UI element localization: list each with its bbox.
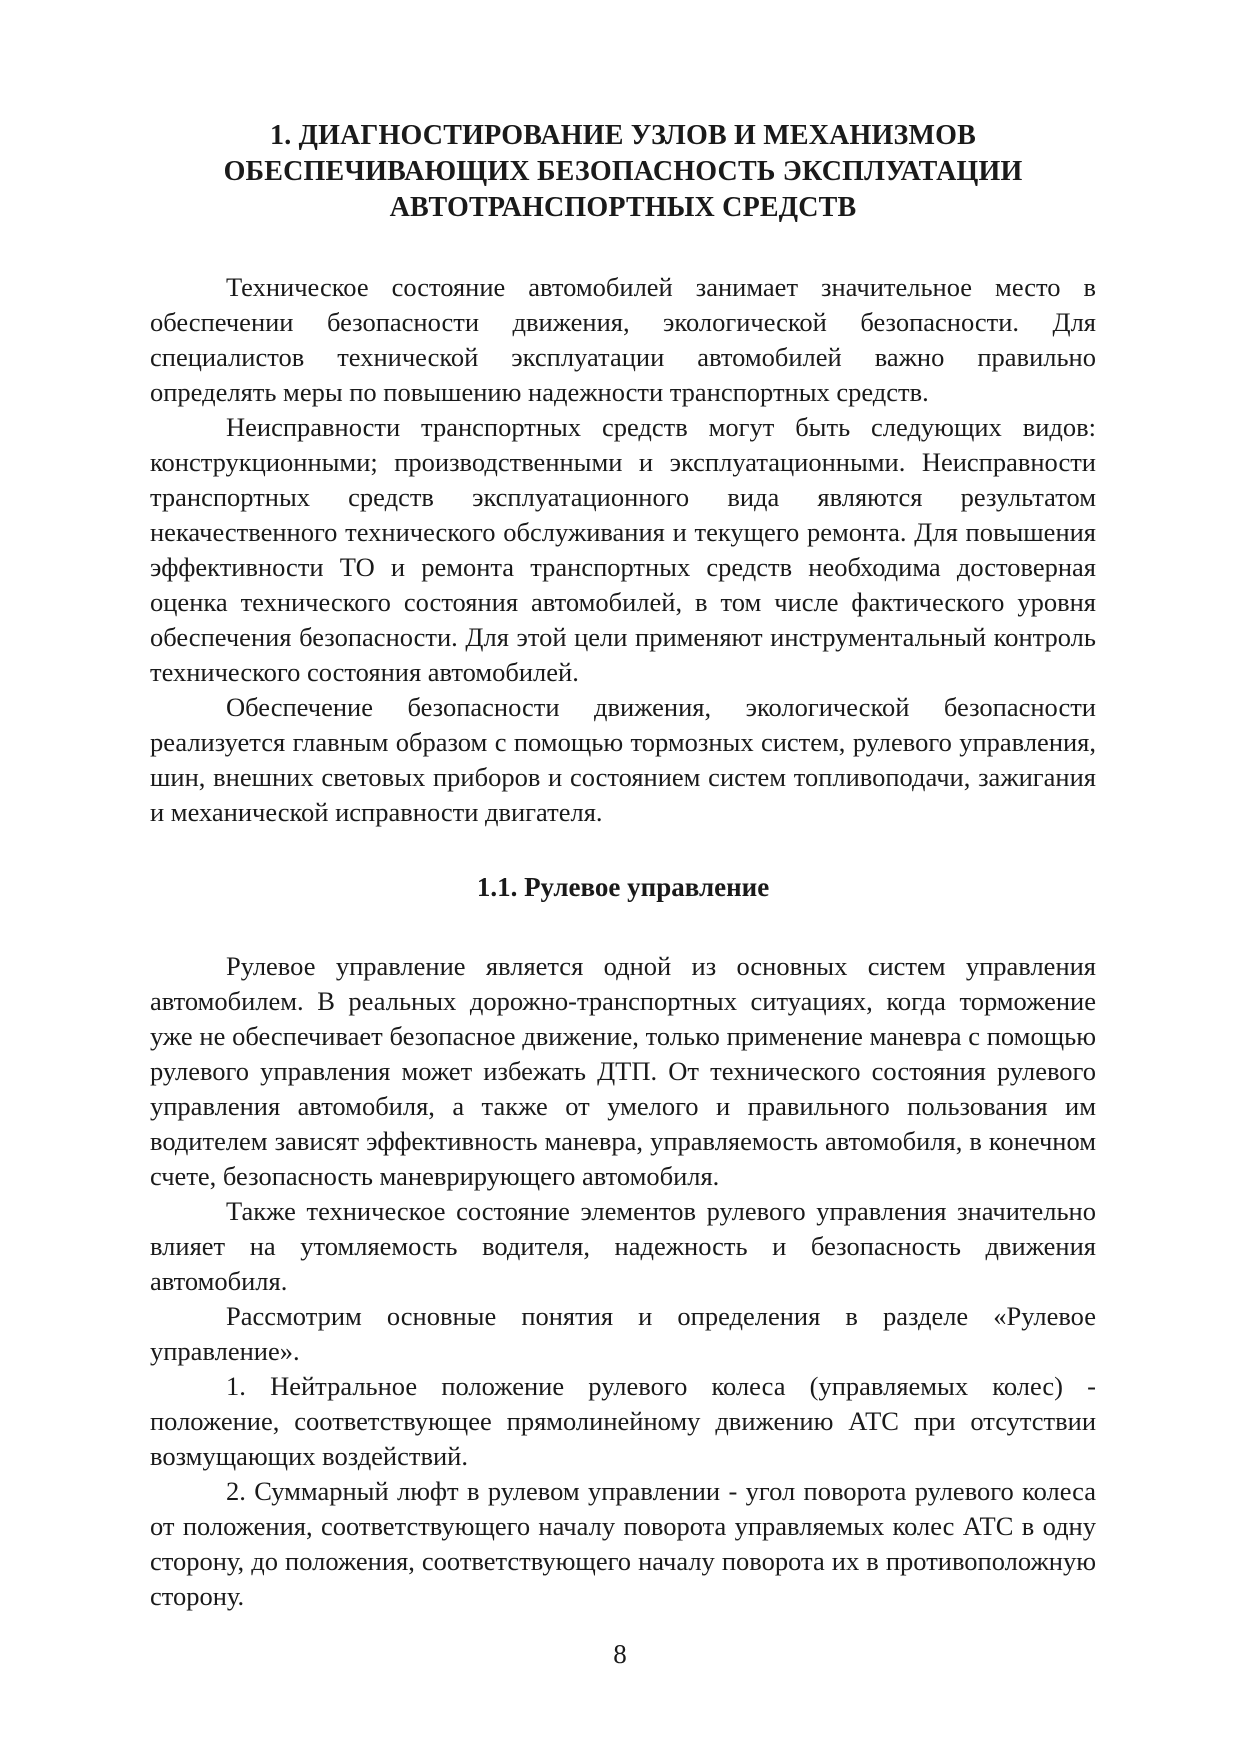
chapter-title [150,118,1096,226]
intro-paragraph: Техническое состояние автомобилей занимает значительное место в обеспечении безопасности движения, экологической безопасности. Для специалистов технической эксплуатации автомобилей важно правильно определять меры по повышению надежности транспортных средств. [150,272,1096,407]
page-number: 8 [613,1639,627,1669]
section-paragraph: Также техническое состояние элементов рулевого управления значительно влияет на утомляемость водителя, надежность и безопасность движения автомобиля. [150,1196,1096,1296]
document-page [150,118,1096,1614]
section-paragraph: Рулевое управление является одной из основных систем управления автомобилем. В реальных дорожно-транспортных ситуациях, когда торможение уже не обеспечивает безопасное движение, только применение маневра с помощью рулевого управления может избежать ДТП. От технического состояния рулевого управления автомобиля, а также от умелого и правильного пользования им водителем зависят эффективность маневра, управляемость автомобиля, в конечном счете, безопасность маневрирующего автомобиля. [150,951,1096,1191]
intro-paragraph: Неисправности транспортных средств могут быть следующих видов: конструкционными; производственными и эксплуатационными. Неисправности транспортных средств эксплуатационного вида являются результатом некачественного технического обслуживания и текущего ремонта. Для повышения эффективности ТО и ремонта транспортных средств необходима достоверная оценка технического состояния автомобилей, в том числе фактического уровня обеспечения безопасности. Для этой цели применяют инструментальный контроль технического состояния автомобилей. [150,412,1096,687]
section-paragraph: Рассмотрим основные понятия и определения в разделе «Рулевое управление». [150,1301,1096,1366]
section-title: 1.1. Рулевое управление [476,872,770,902]
definition-item: 2. Суммарный люфт в рулевом управлении - угол поворота рулевого колеса от положения, соответствующего началу поворота управляемых колес АТС в одну сторону, до положения, соответствующего началу поворота их в противоположную сторону. [150,1476,1096,1611]
intro-paragraph: Обеспечение безопасности движения, экологической безопасности реализуется главным образом с помощью тормозных систем, рулевого управления, шин, внешних световых приборов и состоянием систем топливоподачи, зажигания и механической исправности двигателя. [150,692,1096,827]
document-body [150,270,1096,1614]
chapter-title-line: ОБЕСПЕЧИВАЮЩИХ БЕЗОПАСНОСТЬ ЭКСПЛУАТАЦИИ [223,156,1023,187]
chapter-title-line: АВТОТРАНСПОРТНЫХ СРЕДСТВ [389,192,857,223]
definition-item: 1. Нейтральное положение рулевого колеса (управляемых колес) - положение, соответствующее прямолинейному движению АТС при отсутствии возмущающих воздействий. [150,1371,1096,1471]
chapter-title-line: 1. ДИАГНОСТИРОВАНИЕ УЗЛОВ И МЕХАНИЗМОВ [270,120,976,151]
